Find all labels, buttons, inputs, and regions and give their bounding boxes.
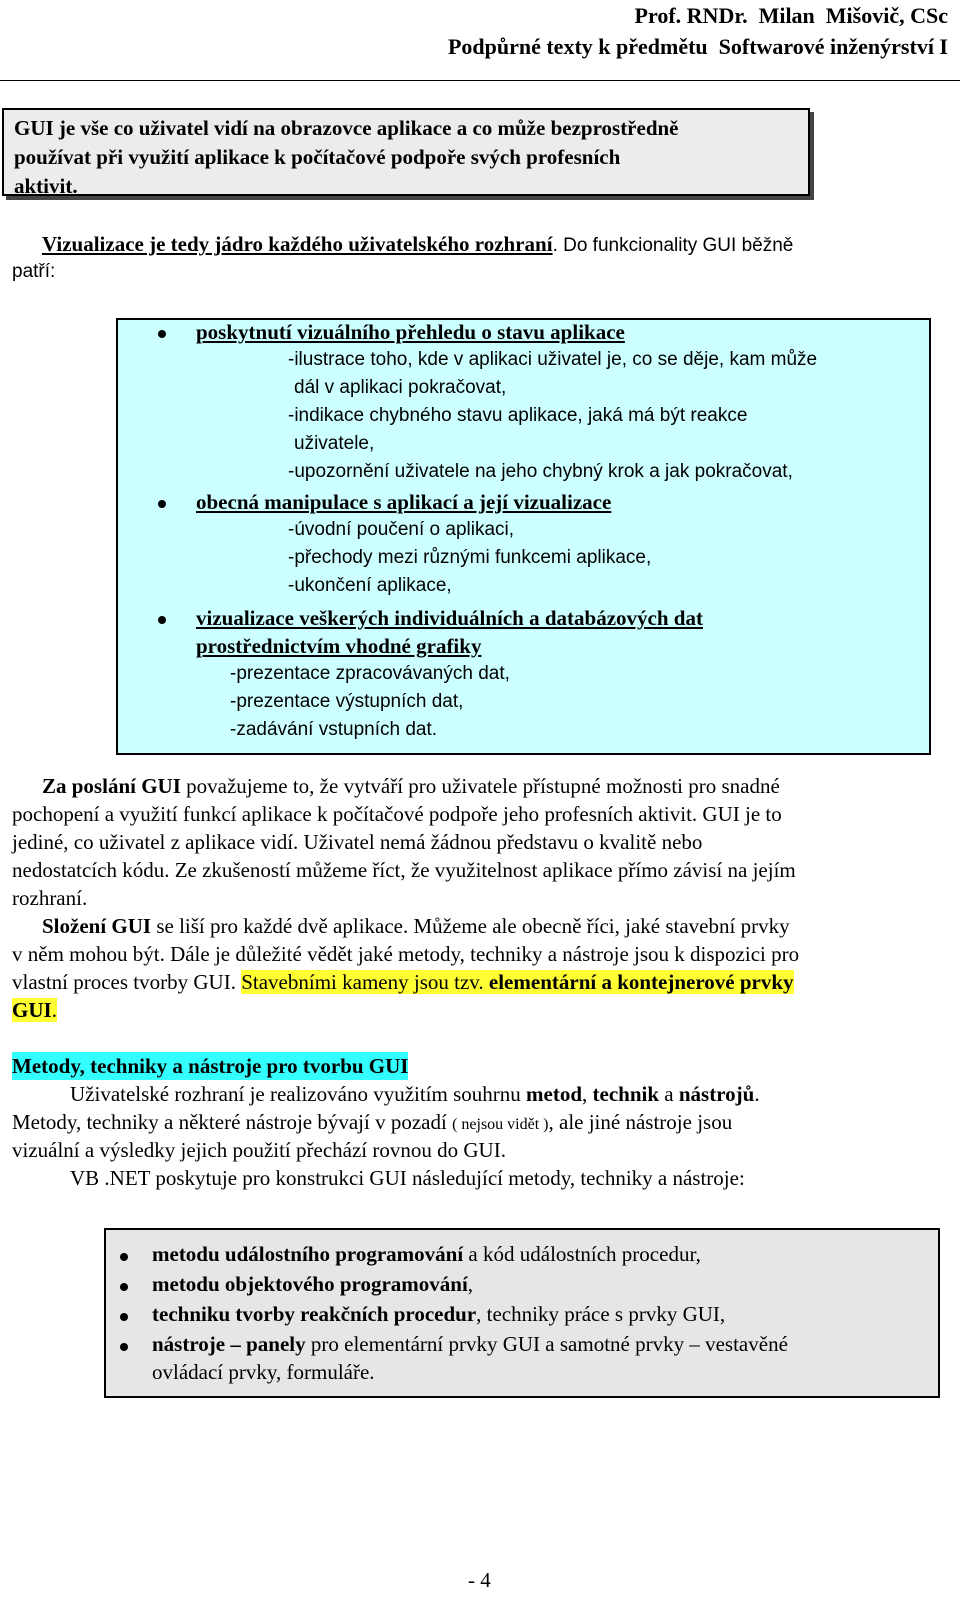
- tools-item: [152, 1300, 725, 1328]
- intro-rest: . Do funkcionality GUI běžně: [552, 235, 794, 256]
- functionality-subitem: -prezentace zpracovávaných dat,: [230, 663, 510, 684]
- section-text: ,: [582, 1082, 593, 1106]
- section-paragraph-line: [70, 1080, 760, 1108]
- paragraph-text: považujeme to, že vytváří pro uživatele přístupné možnosti pro snadné: [180, 774, 780, 798]
- section-bold: metod: [526, 1082, 583, 1106]
- highlighted-bold: elementární a kontejnerové prvky: [488, 970, 794, 994]
- highlighted-text: Stavebními kameny jsou tzv.: [241, 970, 489, 994]
- tools-item-continuation: ovládací prvky, formuláře.: [152, 1360, 375, 1384]
- highlighted-bold: GUI: [12, 998, 52, 1022]
- functionality-subitem: uživatele,: [294, 433, 375, 454]
- paragraph-text: vlastní proces tvorby GUI.: [12, 970, 242, 994]
- section-bold: technik: [592, 1082, 660, 1106]
- tools-item: [152, 1330, 788, 1358]
- tools-box: [104, 1228, 940, 1398]
- functionality-subitem: -zadávání vstupních dat.: [230, 719, 438, 740]
- bullet-icon: [120, 1313, 128, 1321]
- bullet-icon: [120, 1283, 128, 1291]
- definition-line: GUI je vše co uživatel vidí na obrazovce aplikace a co může bezprostředně: [14, 116, 679, 140]
- functionality-title: prostřednictvím vhodné grafiky: [196, 634, 482, 658]
- functionality-subitem: -ukončení aplikace,: [288, 575, 452, 596]
- header-divider: [0, 80, 960, 81]
- intro-sentence: [42, 230, 793, 260]
- tools-item-text: a kód událostních procedur,: [463, 1242, 701, 1266]
- functionality-title: poskytnutí vizuálního přehledu o stavu aplikace: [196, 320, 625, 344]
- tools-item-bold: techniku tvorby reakčních procedur: [152, 1302, 477, 1326]
- functionality-subitem: -prezentace výstupních dat,: [230, 691, 464, 712]
- section-small-text: ( nejsou vidět ): [452, 1116, 549, 1133]
- section-text: Metody, techniky a některé nástroje bývají v pozadí: [12, 1110, 453, 1134]
- bullet-icon: [158, 616, 166, 624]
- paragraph-text: se liší pro každé dvě aplikace. Můžeme ale obecně říci, jaké stavební prvky: [151, 914, 790, 938]
- functionality-subitem: -ilustrace toho, kde v aplikaci uživatel je, co se děje, kam může: [288, 349, 818, 370]
- page-header: [448, 0, 948, 62]
- tools-item-bold: metodu objektového programování: [152, 1272, 468, 1296]
- tools-item-text: pro elementární prvky GUI a samotné prvky – vestavěné: [305, 1332, 788, 1356]
- bullet-icon: [158, 500, 166, 508]
- section-paragraph-line: VB .NET poskytuje pro konstrukci GUI následující metody, techniky a nástroje:: [70, 1166, 745, 1190]
- section-bold: nástrojů: [678, 1082, 755, 1106]
- paragraph-lead: Za poslání GUI: [42, 774, 181, 798]
- paragraph-line: [42, 772, 780, 800]
- section-text: Uživatelské rozhraní je realizováno využitím souhrnu: [70, 1082, 527, 1106]
- course-title: Podpůrné texty k předmětu Softwarové inženýrství I: [447, 34, 948, 59]
- bullet-icon: [120, 1253, 128, 1261]
- tools-item-bold: metodu událostního programování: [152, 1242, 464, 1266]
- definition-line: používat při využití aplikace k počítačové podpoře svých profesních: [14, 145, 621, 169]
- functionality-title: vizualizace veškerých individuálních a databázových dat: [196, 606, 703, 630]
- highlighted-phrase: [241, 970, 793, 994]
- intro-continuation: patří:: [12, 261, 56, 282]
- tools-item-bold: nástroje – panely: [152, 1332, 306, 1356]
- functionality-subitem: dál v aplikaci pokračovat,: [294, 377, 507, 398]
- paragraph-lead: Složení GUI: [42, 914, 152, 938]
- bullet-icon: [158, 330, 166, 338]
- functionality-subitem: -úvodní poučení o aplikaci,: [288, 519, 515, 540]
- definition-box: [2, 108, 810, 196]
- section-paragraph-line: vizuální a výsledky jejich použití přechází rovnou do GUI.: [12, 1138, 506, 1162]
- paragraph-line: nedostatcích kódu. Ze zkušeností můžeme říct, že využitelnost aplikace přímo závisí na jejím: [12, 858, 796, 882]
- paragraph-line: rozhraní.: [12, 886, 88, 910]
- section-text: .: [754, 1082, 760, 1106]
- intro-underlined: Vizualizace je tedy jádro každého uživatelského rozhraní: [42, 232, 553, 256]
- section-text: , ale jiné nástroje jsou: [548, 1110, 733, 1134]
- tools-item-text: , techniky práce s prvky GUI,: [476, 1302, 726, 1326]
- paragraph-line: [42, 912, 790, 940]
- functionality-subitem: -přechody mezi různými funkcemi aplikace,: [288, 547, 652, 568]
- paragraph-line: [12, 968, 794, 996]
- functionality-subitem: -upozornění uživatele na jeho chybný krok a jak pokračovat,: [288, 461, 793, 482]
- section-paragraph-line: [12, 1108, 732, 1139]
- section-heading: Metody, techniky a nástroje pro tvorbu GUI: [12, 1054, 409, 1078]
- functionality-title: obecná manipulace s aplikací a její vizualizace: [196, 490, 612, 514]
- author-name: Prof. RNDr. Milan Mišovič, CSc: [634, 3, 948, 28]
- functionality-subitem: -indikace chybného stavu aplikace, jaká má být reakce: [288, 405, 748, 426]
- paragraph-line: [12, 996, 57, 1024]
- bullet-icon: [120, 1343, 128, 1351]
- paragraph-line: v něm mohou být. Dále je důležité vědět jaké metody, techniky a nástroje jsou k dispozici pro: [12, 942, 800, 966]
- tools-item: [152, 1270, 473, 1298]
- paragraph-line: jediné, co uživatel z aplikace vidí. Uživatel nemá žádnou představu o kvalitě nebo: [12, 830, 703, 854]
- highlighted-text: .: [51, 998, 57, 1022]
- definition-line: aktivit.: [14, 174, 78, 198]
- tools-item: [152, 1240, 701, 1268]
- paragraph-line: pochopení a využití funkcí aplikace k počítačové podpoře jeho profesních aktivit. GUI je to: [12, 802, 782, 826]
- functionality-box: [116, 318, 931, 755]
- tools-item-text: ,: [467, 1272, 474, 1296]
- section-text: a: [659, 1082, 679, 1106]
- page-number: - 4: [468, 1568, 491, 1592]
